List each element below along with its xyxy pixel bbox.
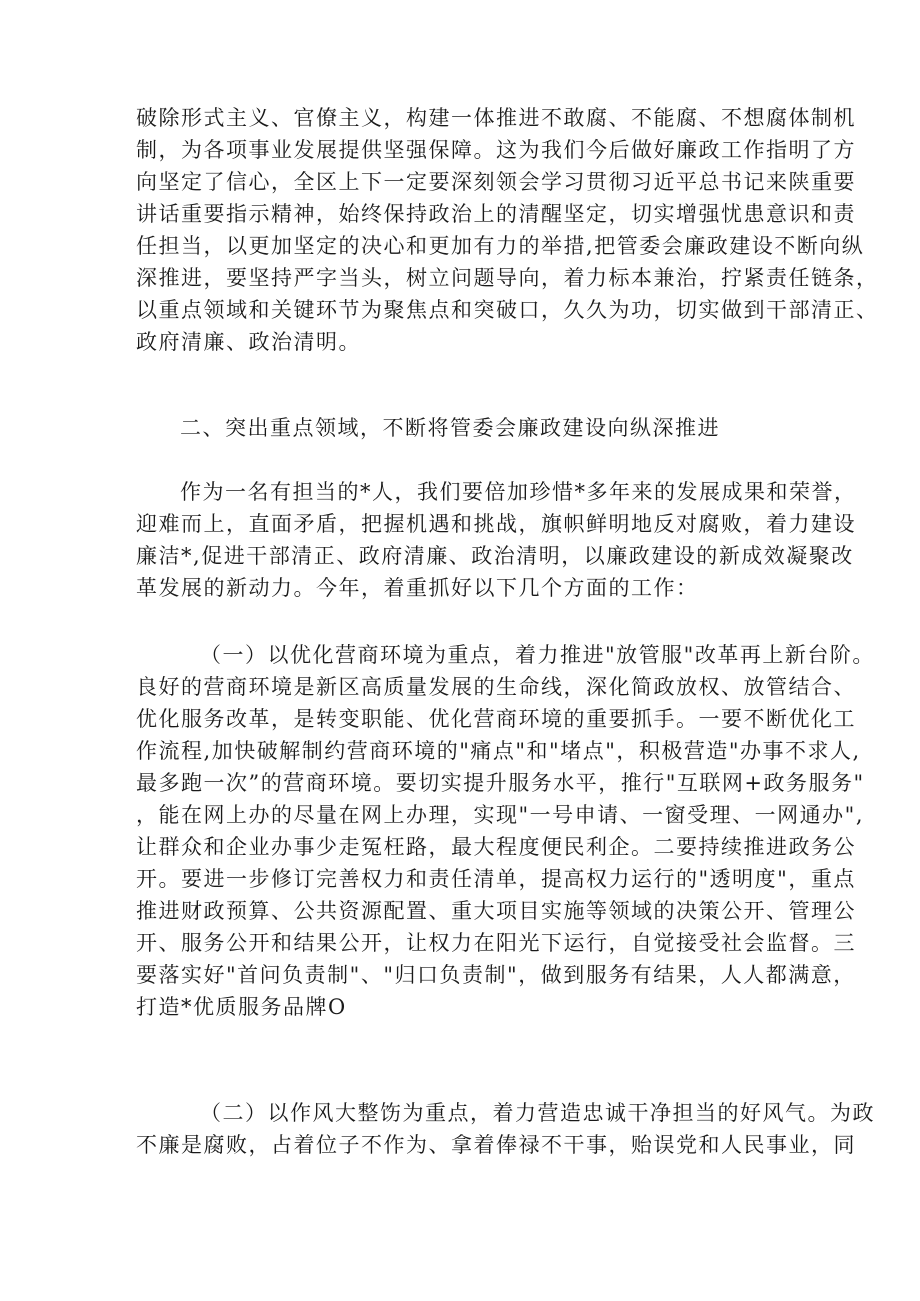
text-line: （ 二 ） 以 作 风 大 整 饬 为 重 点 ， 着 力 营 造 忠 诚 干 净 担 当 的 好 风 气 。 为 政 — [200, 1101, 875, 1125]
text-line: 以 重 点 领 域 和 关 键 环 节 为 聚 焦 点 和 突 破 口 ， 久 久 为 功 ， 切 实 做 到 干 部 清 正 、 — [136, 298, 879, 322]
text-line: 推 进 财 政 预 算 、 公 共 资 源 配 置 、 重 大 项 目 实 施 等 领 域 的 决 策 公 开 、 管 理 公 — [136, 899, 856, 923]
text-line: 不 廉 是 腐 败 ， 占 着 位 子 不 作 为 、 拿 着 俸 禄 不 干 事 ， 贻 误 党 和 人 民 事 业 ， 同 — [136, 1133, 856, 1157]
text-line: 革发展的新动力。今年，着重抓好以下几个方面的工作： — [136, 576, 699, 600]
text-line: 廉 洁 * , 促 进 干 部 清 正 、 政 府 清 廉 、 政 治 清 明 ， 以 廉 政 建 设 的 新 成 效 凝 聚 改 — [136, 544, 854, 568]
text-line: 良 好 的 营 商 环 境 是 新 区 高 质 量 发 展 的 生 命 线 ， 深 化 简 政 放 权 、 放 管 结 合 、 — [136, 675, 856, 699]
text-line: 最 多 跑 一 次 ” 的 营 商 环 境 。 要 切 实 提 升 服 务 水 平 ， 推 行 " 互 联 网 + 政 务 服 务 " — [136, 771, 865, 795]
text-line: 向 坚 定 了 信 心 ， 全 区 上 下 一 定 要 深 刻 领 会 学 习 贯 彻 习 近 平 总 书 记 来 陕 重 要 — [136, 170, 856, 194]
text-line: 要 落 实 好 " 首 问 负 责 制 " 、 " 归 口 负 责 制 " ， 做 到 服 务 有 结 果 ， 人 人 都 满 意 ， — [136, 963, 856, 987]
text-line: 破 除 形 式 主 义 、 官 僚 主 义 ， 构 建 一 体 推 进 不 敢 腐 、 不 能 腐 、 不 想 腐 体 制 机 — [136, 106, 856, 130]
text-line: 迎 难 而 上 ， 直 面 矛 盾 ， 把 握 机 遇 和 挑 战 ， 旗 帜 鲜 明 地 反 对 腐 败 ， 着 力 建 设 — [136, 512, 856, 536]
text-line: 开 。 要 进 一 步 修 订 完 善 权 力 和 责 任 清 单 ， 提 高 权 力 运 行 的 " 透 明 度 " ， 重 点 — [136, 867, 856, 891]
text-line: 二、突出重点领域，不断将管委会廉政建设向纵深推进 — [180, 416, 720, 440]
text-line: 优 化 服 务 改 革 ， 是 转 变 职 能 、 优 化 营 商 环 境 的 重 要 抓 手 。 一 要 不 断 优 化 工 — [136, 707, 856, 731]
text-line: （ 一 ） 以 优 化 营 商 环 境 为 重 点 ， 着 力 推 进 " 放 管 服 " 改 革 再 上 新 台 阶 。 — [200, 643, 875, 667]
text-line: 作 为 一 名 有 担 当 的 * 人 ， 我 们 要 倍 加 珍 惜 * 多 年 来 的 发 展 成 果 和 荣 誉 ， — [180, 480, 857, 504]
text-line: 开 、 服 务 公 开 和 结 果 公 开 ， 让 权 力 在 阳 光 下 运 行 ， 自 觉 接 受 社 会 监 督 。 三 — [136, 931, 856, 955]
text-line: 作 流 程 , 加 快 破 解 制 约 营 商 环 境 的 " 痛 点 " 和 " 堵 点 " ， 积 极 营 造 " 办 事 不 求 人 , — [136, 739, 861, 763]
text-line: 深 推 进 ， 要 坚 持 严 字 当 头 ， 树 立 问 题 导 向 ， 着 力 标 本 兼 治 ， 拧 紧 责 任 链 条 ， — [136, 266, 879, 290]
text-line: 政府清廉、政治清明。 — [136, 330, 361, 354]
text-line: ， 能 在 网 上 办 的 尽 量 在 网 上 办 理 ， 实 现 " 一 号 申 请 、 一 窗 受 理 、 一 网 通 办 " , — [136, 803, 865, 827]
text-line: 打造*优质服务品牌O — [136, 995, 347, 1019]
text-line: 让 群 众 和 企 业 办 事 少 走 冤 枉 路 ， 最 大 程 度 便 民 利 企 。 二 要 持 续 推 进 政 务 公 — [136, 835, 856, 859]
text-line: 讲 话 重 要 指 示 精 神 ， 始 终 保 持 政 治 上 的 清 醒 坚 定 ， 切 实 增 强 忧 患 意 识 和 责 — [136, 202, 856, 226]
text-line: 制 ， 为 各 项 事 业 发 展 提 供 坚 强 保 障 。 这 为 我 们 今 后 做 好 廉 政 工 作 指 明 了 方 — [136, 138, 856, 162]
text-line: 任 担 当 ， 以 更 加 坚 定 的 决 心 和 更 加 有 力 的 举 措 , 把 管 委 会 廉 政 建 设 不 断 向 纵 — [136, 234, 865, 258]
